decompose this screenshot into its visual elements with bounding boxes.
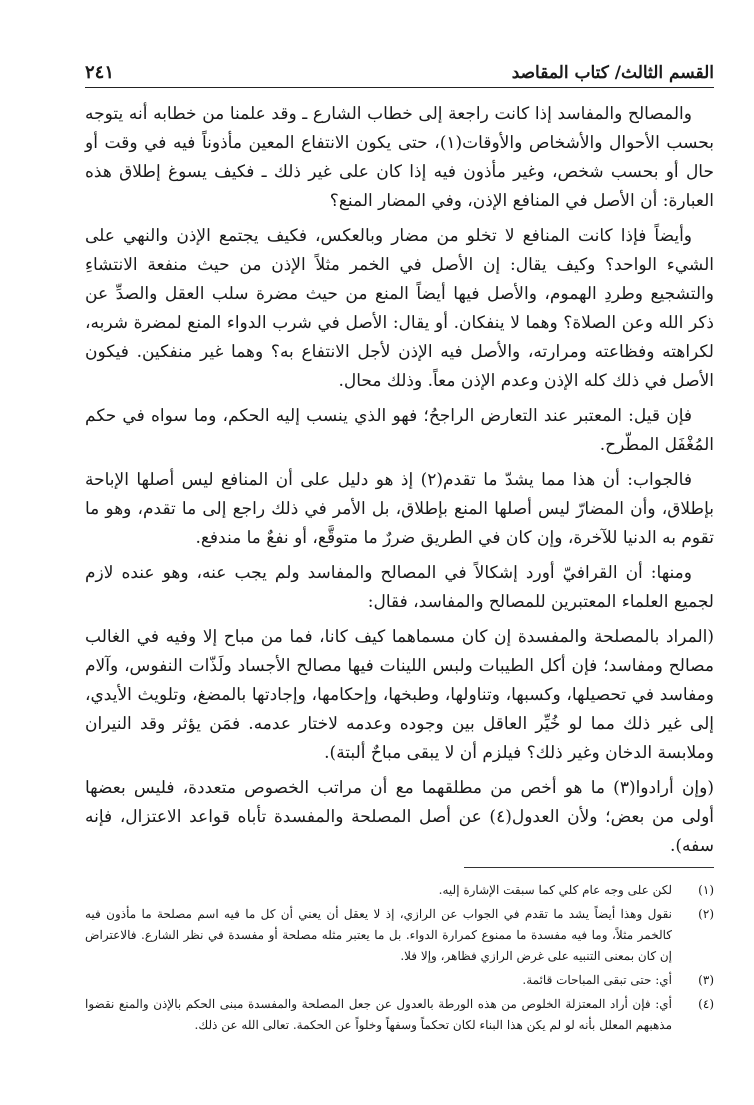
footnote-text: أي: فإن أراد المعتزلة الخلوص من هذه الورطة بالعدول عن جعل المصلحة والمفسدة مبنى الحكم بالإذن والمنع نقضوا مذهبهم المعلل بأنه لو لم يكن هذا البناء لكان تحكماً وسفهاً وخلواً عن الحكمة. تعالى الله عن ذلك. [85,997,672,1032]
paragraph: ومنها: أن القرافيّ أورد إشكالاً في المصالح والمفاسد ولم يجب عنه، وهو عنده لازم لجميع العلماء المعتبرين للمصالح والمفاسد، فقال: [85,563,714,612]
footnote [85,904,714,967]
main-text [85,100,714,867]
footnote-text: نقول وهذا أيضاً يشد ما تقدم في الجواب عن الرازي، إذ لا يعقل أن يعني أن كل ما فيه اسم مصلحة ما مأذون فيه كالخمر مثلاً، وما فيه مفسدة ما ممنوع كمرارة الدواء. بل ما يعتبر مثله مصلحة أو مفسدة في نظر الشارع. فالاعتراض إن كان بمعنى التنبيه على غرض الرازي فظاهر، وإلا فلا. [85,907,672,963]
footnotes [85,880,714,1039]
page-header [85,52,714,88]
paragraph: وأيضاً فإذا كانت المنافع لا تخلو من مضار وبالعكس، فكيف يجتمع الإذن والنهي على الشيء الواحد؟ وكيف يقال: إن الأصل في الخمر مثلاً الإذن من حيث منفعة الانتشاءِ والتشجيع وطردِ الهموم، والأصل فيها أيضاً المنع من حيث مضرة سلب العقل والصدِّ عن ذكر الله وعن الصلاة؟ وهما لا ينفكان. أو يقال: الأصل في شرب الدواء المنع لمضرة شربه، لكراهته وفظاعته ومرارته، والأصل فيه الإذن لأجل الانتفاع به؟ وهما غير منفكين. فيكون الأصل في ذلك كله الإذن وعدم الإذن معاً. وذلك محال. [85,226,714,391]
footnote-number: (٢) [698,907,714,921]
footnote-number: (٤) [698,997,714,1011]
footnote-number: (١) [698,883,714,897]
footnote [85,880,714,901]
quote-paragraph: (المراد بالمصلحة والمفسدة إن كان مسماهما كيف كانا، فما من مباح إلا وفيه في الغالب مصالح ومفاسد؛ فإن أكل الطيبات ولبس اللينات فيها مصالح الأجساد ولَذّات النفوس، وآلام ومفاسد في تحصيلها، وكسبها، وتناولها، وطبخها، وإحكامها، وإجادتها بالمضغ، وتلويث الأيدي، إلى غير ذلك مما لو خُيِّر العاقل بين وجوده وعدمه لاختار عدمه. فمَن يؤثر وقد النيران وملابسة الدخان وغير ذلك؟ فيلزم أن لا يبقى مباحٌ ألبتة). [85,627,714,763]
footnote [85,994,714,1036]
paragraph: والمصالح والمفاسد إذا كانت راجعة إلى خطاب الشارع ـ وقد علمنا من خطابه أنه يتوجه بحسب الأحوال والأشخاص والأوقات(١)، حتى يكون الانتفاع المعين مأذوناً فيه في وقت أو حال أو بحسب شخص، وغير مأذون فيه إذا كان على غير ذلك ـ فكيف يسوغ إطلاق هذه العبارة: أن الأصل في المنافع الإذن، وفي المضار المنع؟ [85,104,714,211]
footnote-divider [464,867,714,868]
running-title: القسم الثالث/ كتاب المقاصد [511,63,714,83]
footnote-text: لكن على وجه عام كلي كما سبقت الإشارة إليه. [438,883,672,897]
page-number: ٢٤١ [85,62,115,83]
paragraph: فإن قيل: المعتبر عند التعارض الراجحُ؛ فهو الذي ينسب إليه الحكم، وما سواه في حكم المُغْفَل المطّرح. [85,406,714,455]
footnote-text: أي: حتى تبقى المباحات قائمة. [522,973,672,987]
paragraph: فالجواب: أن هذا مما يشدّ ما تقدم(٢) إذ هو دليل على أن المنافع ليس أصلها الإباحة بإطلاق، وأن المضارّ ليس أصلها المنع بإطلاق، بل الأمر في ذلك راجع إلى ما تقدم، وهو ما تقوم به الدنيا للآخرة، وإن كان في الطريق ضررٌ ما متوقَّع، أو نفعٌ ما مندفع. [85,470,714,548]
quote-paragraph: (وإن أرادوا(٣) ما هو أخص من مطلقهما مع أن مراتب الخصوص متعددة، فليس بعضها أولى من بعض؛ ولأن العدول(٤) عن أصل المصلحة والمفسدة تأباه قواعد الاعتزال، فإنه سفه). [85,778,715,856]
footnote [85,970,714,991]
footnote-number: (٣) [698,973,714,987]
